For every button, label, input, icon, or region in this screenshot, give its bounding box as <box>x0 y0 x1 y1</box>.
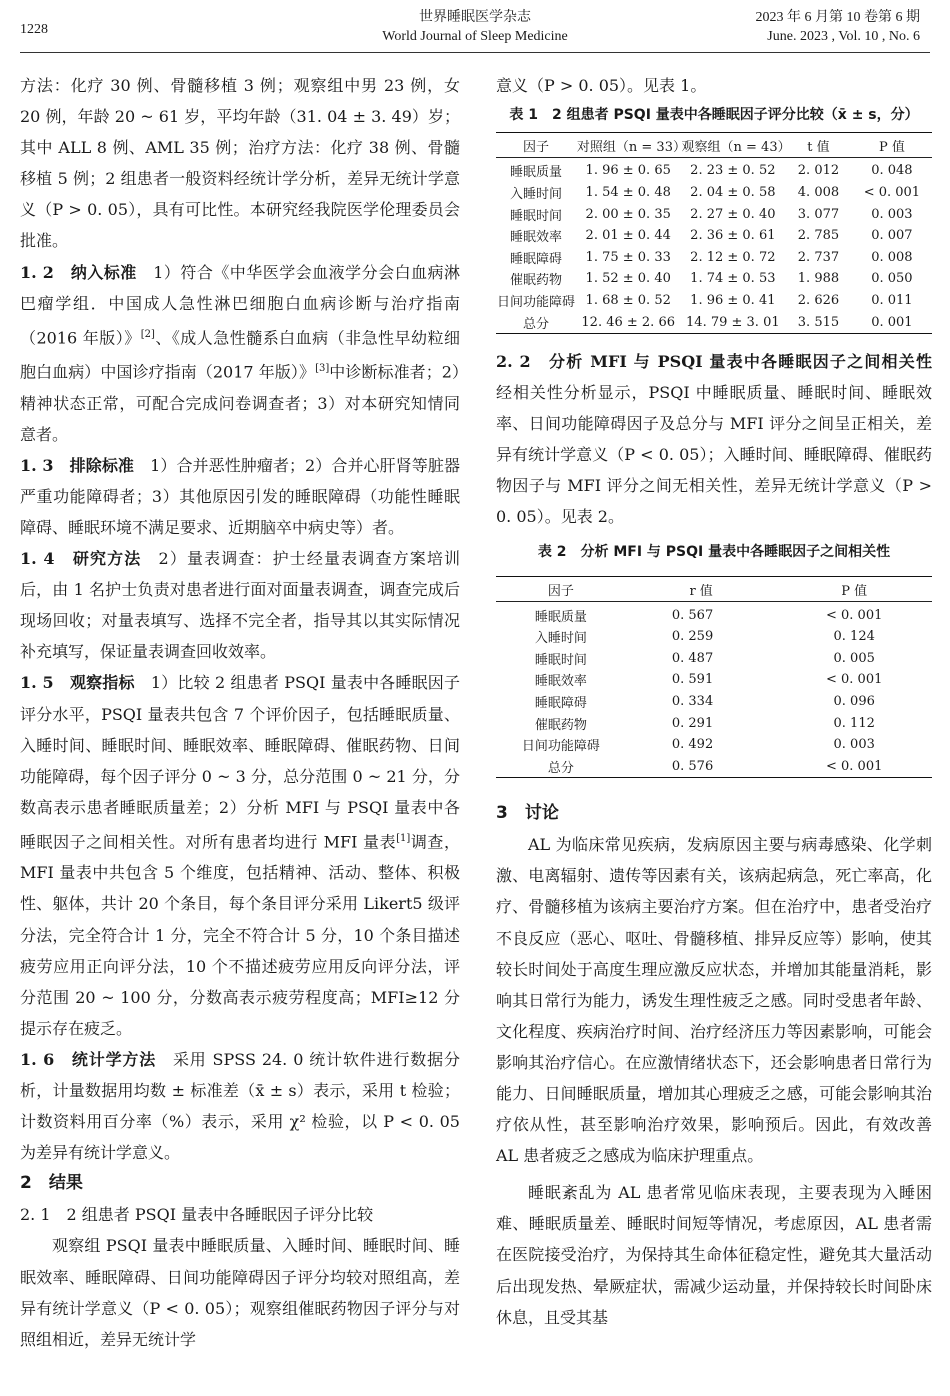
t1-cell: 2. 04 ± 0. 58 <box>690 184 776 200</box>
table-row <box>496 311 932 333</box>
t2-cell: 0. 124 <box>833 629 875 645</box>
section-2-1-text: 观察组 PSQI 量表中睡眠质量、入睡时间、睡眠时间、睡眠效率、睡眠障碍、日间功能障碍因子评分均较对照组高，差异有统计学意义（P < 0. 05）；观察组催眠药物因子评分与对照组相近，差异无统计学 <box>20 1236 460 1349</box>
section-1-5 <box>20 667 460 1043</box>
section-2-1-title: 2. 1 2 组患者 PSQI 量表中各睡眠因子评分比较 <box>20 1205 374 1225</box>
table-row <box>496 290 932 312</box>
ref-1: [1] <box>396 832 411 844</box>
section-2-2-text: 经相关性分析显示，PSQI 中睡眠质量、睡眠时间、睡眠效率、日间功能障碍因子及总分与 MFI 评分之间呈正相关，差异有统计学意义（P < 0. 05）；入睡时间、睡眠障碍、催眠药物因子与 MFI 评分之间无相关性，差异无统计学意义（P > 0. 05）。见表 2。 <box>496 382 932 527</box>
table-row <box>496 225 932 247</box>
table-row <box>496 734 932 756</box>
t1-cell: 2. 737 <box>797 249 840 265</box>
section-1-3-text: 1）合并恶性肿瘤者；2）合并心肝肾等脏器严重功能障碍者；3）其他原因引发的睡眠障碍（功能性睡眠障碍、睡眠环境不满足要求、近期脑卒中病史等）者。 <box>20 455 460 537</box>
section-1-2 <box>20 257 460 450</box>
t1-cell: 2. 01 ± 0. 44 <box>585 228 671 244</box>
section-1-6-title: 1. 6 统计学方法 <box>20 1049 173 1069</box>
t1-header-t: t 值 <box>785 133 852 158</box>
table-row <box>496 691 932 713</box>
t2-cell: 日间功能障碍 <box>521 739 600 755</box>
t1-cell: 0. 007 <box>871 228 913 244</box>
section-1-4-title: 1. 4 研究方法 <box>20 549 159 569</box>
section-1-5-text-a: 1）比较 2 组患者 PSQI 量表中各睡眠因子评分水平，PSQI 量表共包含 7 个评价因子，包括睡眠质量、入睡时间、睡眠时间、睡眠效率、睡眠障碍、催眠药物、日间功能障碍，每个因子评分 0 ~ 3 分，总分范围 0 ~ 21 分，分数高表示患者睡眠质量差；2）分析 MFI 与 PSQI 量表中各睡眠因子之间相关性。对所有患者均进行 MFI 量表 <box>20 673 460 852</box>
t1-cell: 2. 626 <box>797 292 840 308</box>
t2-header-p: P 值 <box>776 577 932 602</box>
issue-cn: 2023 年 6 月第 10 卷第 6 期 <box>755 10 920 25</box>
section-2-2 <box>496 346 948 533</box>
t1-cell: 3. 515 <box>785 311 852 333</box>
section-1-5-text-b: 调查，MFI 量表中共包含 5 个维度，包括精神、活动、整体、积极性、躯体，共计 20 个条目，每个条目评分采用 Likert5 级评分法，完全符合计 1 分，完全不符合计 5 分，10 个条目描述疲劳应用正向评分法，10 个不描述疲劳应用反向评分法，评分范围 20 ~ 100 分，分数高表示疲劳程度高；MFI≥12 分提示存在疲乏。 <box>20 832 460 1038</box>
t1-cell: 入睡时间 <box>509 186 562 202</box>
t1-cell: < 0. 001 <box>863 184 921 200</box>
t1-cell: 2. 36 ± 0. 61 <box>690 228 776 244</box>
t1-cell: 2. 27 ± 0. 40 <box>690 206 776 222</box>
t1-cell: 0. 011 <box>871 292 913 308</box>
t1-cell: 1. 68 ± 0. 52 <box>585 292 671 308</box>
t1-cell: 睡眠效率 <box>509 230 562 246</box>
section-1-2-text-a: 1）符合《中华医学会血液学分会白血病淋巴瘤学组．中国成人急性淋巴细胞白血病诊断与治疗指南（2016 年版）》 <box>20 262 460 348</box>
t1-cell: 2. 012 <box>797 163 840 179</box>
t2-cell: 总分 <box>496 756 626 778</box>
t1-cell: 0. 001 <box>852 311 932 333</box>
table-2 <box>496 576 932 778</box>
table-row <box>496 158 932 182</box>
t2-cell: 0. 576 <box>626 756 777 778</box>
t2-cell: 0. 487 <box>671 650 714 666</box>
t1-cell: 总分 <box>496 311 576 333</box>
section-1-2-text-c: 中诊断标准者；2）精神状态正常，可配合完成问卷调查者；3）对本研究知情同意者。 <box>20 362 460 444</box>
t1-cell: 1. 988 <box>797 271 840 287</box>
t2-cell: 入睡时间 <box>534 631 587 647</box>
t2-cell: 0. 096 <box>833 694 875 710</box>
section-1-5-title: 1. 5 观察指标 <box>20 673 151 693</box>
t2-cell: 睡眠时间 <box>534 652 587 668</box>
table-row <box>496 203 932 225</box>
t2-cell: < 0. 001 <box>826 607 883 623</box>
journal-title-en: World Journal of Sleep Medicine <box>382 29 568 44</box>
t1-cell: 0. 050 <box>871 271 913 287</box>
page-header <box>0 0 950 52</box>
table-row <box>496 648 932 670</box>
t1-cell: 2. 00 ± 0. 35 <box>585 206 671 222</box>
t1-header-p: P 值 <box>852 133 932 158</box>
table-row <box>496 602 932 626</box>
section-1-2-title: 1. 2 纳入标准 <box>20 262 154 282</box>
left-column <box>20 70 460 1355</box>
issue-info <box>756 8 921 46</box>
paragraph-continuation: 意义（P > 0. 05）。见表 1。 <box>496 76 707 95</box>
t1-cell: 0. 008 <box>871 249 913 265</box>
table-row <box>496 182 932 204</box>
t1-cell: 1. 96 ± 0. 65 <box>585 163 671 179</box>
t2-cell: 0. 112 <box>833 715 875 731</box>
section-2-heading: 2 结果 <box>20 1173 83 1194</box>
section-1-3-title: 1. 3 排除标准 <box>20 455 151 475</box>
t1-cell: 催眠药物 <box>509 273 562 289</box>
table-row <box>496 756 932 778</box>
table-row <box>496 712 932 734</box>
t1-header-factor: 因子 <box>496 133 576 158</box>
t1-cell: 0. 048 <box>871 163 913 179</box>
t1-cell: 14. 79 ± 3. 01 <box>681 311 786 333</box>
t2-cell: 0. 259 <box>671 629 714 645</box>
t1-cell: 1. 96 ± 0. 41 <box>690 292 776 308</box>
t2-cell: 0. 567 <box>671 607 714 623</box>
t2-cell: < 0. 001 <box>776 756 932 778</box>
t1-cell: 2. 12 ± 0. 72 <box>690 249 776 265</box>
t2-cell: < 0. 001 <box>826 672 883 688</box>
t1-cell: 睡眠时间 <box>509 208 562 224</box>
section-1-4-text: 2）量表调查：护士经量表调查方案培训后，由 1 名护士负责对患者进行面对面量表调查，调查完成后现场回收；对量表填写、选择不完全者，指导其以其实际情况补充填写，保证量表调查回收效率。 <box>20 549 460 662</box>
section-2-2-title: 2. 2 分析 MFI 与 PSQI 量表中各睡眠因子之间相关性 <box>496 351 948 371</box>
t2-cell: 0. 492 <box>671 737 714 753</box>
table-row <box>496 246 932 268</box>
t1-header-observe: 观察组（n = 43） <box>681 133 786 158</box>
table-1-caption: 表 1 2 组患者 PSQI 量表中各睡眠因子评分比较（x̄ ± s，分） <box>509 107 919 124</box>
section-3-heading: 3 讨论 <box>496 803 559 824</box>
journal-title-cn: 世界睡眠医学杂志 <box>419 9 531 25</box>
t2-cell: 睡眠障碍 <box>534 696 587 712</box>
t2-cell: 0. 334 <box>671 694 714 710</box>
section-1-6-text: 采用 SPSS 24. 0 统计软件进行数据分析，计量数据用均数 ± 标准差（x̄ ± s）表示，采用 t 检验；计数资料用百分率（%）表示，采用 χ² 检验，以 P < 0. 05 为差异有统计学意义。 <box>20 1049 460 1163</box>
t2-cell: 催眠药物 <box>534 717 587 733</box>
t1-cell: 1. 54 ± 0. 48 <box>585 184 671 200</box>
t1-cell: 1. 75 ± 0. 33 <box>585 249 671 265</box>
t2-cell: 0. 291 <box>671 715 714 731</box>
paragraph-methods-cont: 方法：化疗 30 例、骨髓移植 3 例；观察组中男 23 例，女 20 例，年龄 20 ~ 61 岁，平均年龄（31. 04 ± 3. 49）岁；其中 ALL 8 例、AML 35 例；治疗方法：化疗 38 例、骨髓移植 5 例；2 组患者一般资料经统计学分析，差异无统计学意义（P > 0. 05），具有可比性。本研究经我院医学伦理委员会批准。 <box>20 76 460 251</box>
discussion-paragraph-1: AL 为临床常见疾病，发病原因主要与病毒感染、化学刺激、电离辐射、遗传等因素有关，该病起病急，死亡率高，化疗、骨髓移植为该病主要治疗方案。但在治疗中，患者受治疗不良反应（恶心、呕吐、骨髓移植、排异反应等）影响，使其较长时间处于高度生理应激反应状态，并增加其能量消耗，影响其日常行为能力，诱发生理性疲乏之感。同时受患者年龄、文化程度、疾病治疗时间、治疗经济压力等因素影响，可能会影响其治疗信心。在应激情绪状态下，还会影响患者日常行为能力、日间睡眠质量，增加其心理疲乏之感，可能会影响其治疗依从性，甚至影响治疗效果，影响预后。因此，有效改善 AL 患者疲乏之感成为临床护理重点。 <box>496 835 932 1166</box>
t1-cell: 1. 74 ± 0. 53 <box>690 271 776 287</box>
t1-cell: 4. 008 <box>797 184 840 200</box>
t2-cell: 0. 591 <box>671 672 714 688</box>
right-column <box>496 70 948 1333</box>
ref-3: [3] <box>315 363 330 375</box>
t1-cell: 睡眠障碍 <box>509 251 562 267</box>
table-row <box>496 669 932 691</box>
t1-cell: 日间功能障碍 <box>496 294 575 310</box>
t1-cell: 3. 077 <box>797 206 840 222</box>
header-rule <box>20 52 930 53</box>
section-1-3 <box>20 450 460 543</box>
page-number: 1228 <box>20 22 48 37</box>
t1-cell: 睡眠质量 <box>509 165 562 181</box>
issue-en: June. 2023 , Vol. 10 , No. 6 <box>767 29 920 44</box>
table-1 <box>496 132 932 334</box>
table-row <box>496 268 932 290</box>
t2-cell: 0. 005 <box>833 650 875 666</box>
t2-cell: 0. 003 <box>833 737 875 753</box>
table-row <box>496 626 932 648</box>
t1-header-control: 对照组（n = 33） <box>576 133 681 158</box>
t1-cell: 1. 52 ± 0. 40 <box>585 271 671 287</box>
t2-header-r: r 值 <box>626 577 777 602</box>
t2-cell: 睡眠效率 <box>534 674 587 690</box>
t1-cell: 12. 46 ± 2. 66 <box>576 311 681 333</box>
section-1-6 <box>20 1044 460 1168</box>
t1-cell: 0. 003 <box>871 206 913 222</box>
section-1-2-text-b: 、《成人急性髓系白血病（非急性早幼粒细胞白血病）中国诊疗指南（2017 年版）》 <box>20 328 460 382</box>
table-2-caption: 表 2 分析 MFI 与 PSQI 量表中各睡眠因子之间相关性 <box>537 544 891 561</box>
discussion-paragraph-2: 睡眠紊乱为 AL 患者常见临床表现，主要表现为入睡困难、睡眠质量差、睡眠时间短等情况，考虑原因，AL 患者需在医院接受治疗，为保持其生命体征稳定性，避免其大量活动后出现发热、晕厥症状，需减少运动量，并保持较长时间卧床休息，且受其基 <box>496 1183 932 1327</box>
t1-cell: 2. 23 ± 0. 52 <box>690 163 776 179</box>
section-1-4 <box>20 543 460 667</box>
t2-header-factor: 因子 <box>496 577 626 602</box>
ref-2: [2] <box>140 328 155 340</box>
t2-cell: 睡眠质量 <box>534 609 587 625</box>
t1-cell: 2. 785 <box>797 228 840 244</box>
